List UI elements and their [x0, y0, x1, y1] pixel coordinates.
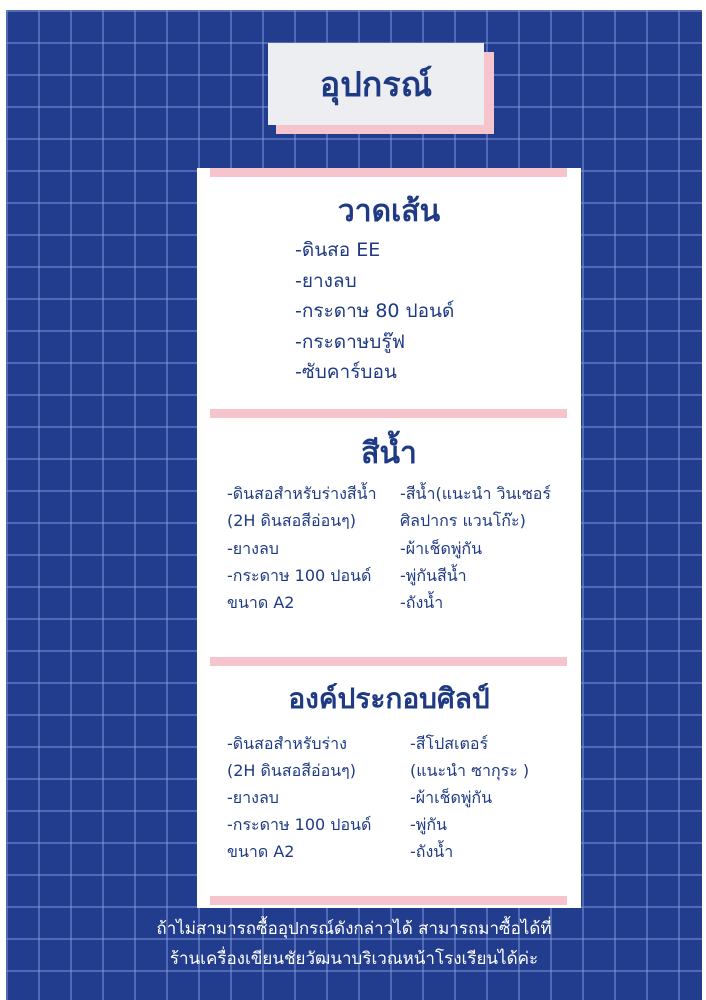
page-title: อุปกรณ์ — [319, 65, 433, 105]
list-item: -ยางลบ — [295, 270, 357, 292]
section-heading-drawing: วาดเส้น — [337, 194, 441, 229]
list-item: -สีโปสเตอร์ — [410, 734, 489, 753]
list-item: ขนาด A2 — [227, 593, 295, 612]
list-item: -กระดาษ 100 ปอนด์ — [227, 566, 372, 585]
list-item: -ถังน้ำ — [400, 593, 444, 612]
list-item: -ยางลบ — [227, 539, 279, 558]
title-box — [268, 43, 484, 125]
list-item: -ซับคาร์บอน — [295, 361, 397, 383]
list-item: -ถังน้ำ — [410, 842, 454, 861]
list-item: -ดินสอสำหรับร่าง — [227, 734, 347, 753]
list-item: ศิลปากร แวนโก๊ะ) — [400, 511, 526, 530]
section-divider — [210, 168, 567, 177]
section-divider — [210, 657, 567, 666]
list-item: -ผ้าเช็ดพู่กัน — [410, 788, 493, 807]
footer-line-1: ถ้าไม่สามารถซื้ออุปกรณ์ดังกล่าวได้ สามารถมาซื้อได้ที่ — [156, 919, 552, 939]
list-item: (แนะนำ ซากุระ ) — [410, 761, 530, 780]
list-item: (2H ดินสอสีอ่อนๆ) — [227, 761, 356, 780]
section-divider — [210, 896, 567, 905]
list-item: -พู่กันสีน้ำ — [400, 566, 467, 585]
list-item: -ดินสอ EE — [295, 239, 381, 261]
list-item: -กระดาษ 100 ปอนด์ — [227, 815, 372, 834]
section-heading-composition: องค์ประกอบศิลป์ — [288, 682, 490, 715]
list-item: -กระดาษบรู๊ฟ — [295, 331, 406, 353]
footer-line-2: ร้านเครื่องเขียนชัยวัฒนาบริเวณหน้าโรงเรียนได้ค่ะ — [169, 949, 539, 969]
section-heading-watercolor: สีน้ำ — [361, 436, 417, 471]
list-item: -ผ้าเช็ดพู่กัน — [400, 539, 483, 558]
list-item: ขนาด A2 — [227, 842, 295, 861]
list-item: -ยางลบ — [227, 788, 279, 807]
list-item: (2H ดินสอสีอ่อนๆ) — [227, 511, 356, 530]
list-item: -กระดาษ 80 ปอนด์ — [295, 300, 455, 322]
section-divider — [210, 409, 567, 418]
list-item: -พู่กัน — [410, 815, 447, 834]
list-item: -สีน้ำ(แนะนำ วินเซอร์ — [400, 484, 552, 503]
list-item: -ดินสอสำหรับร่างสีน้ำ — [227, 484, 377, 503]
